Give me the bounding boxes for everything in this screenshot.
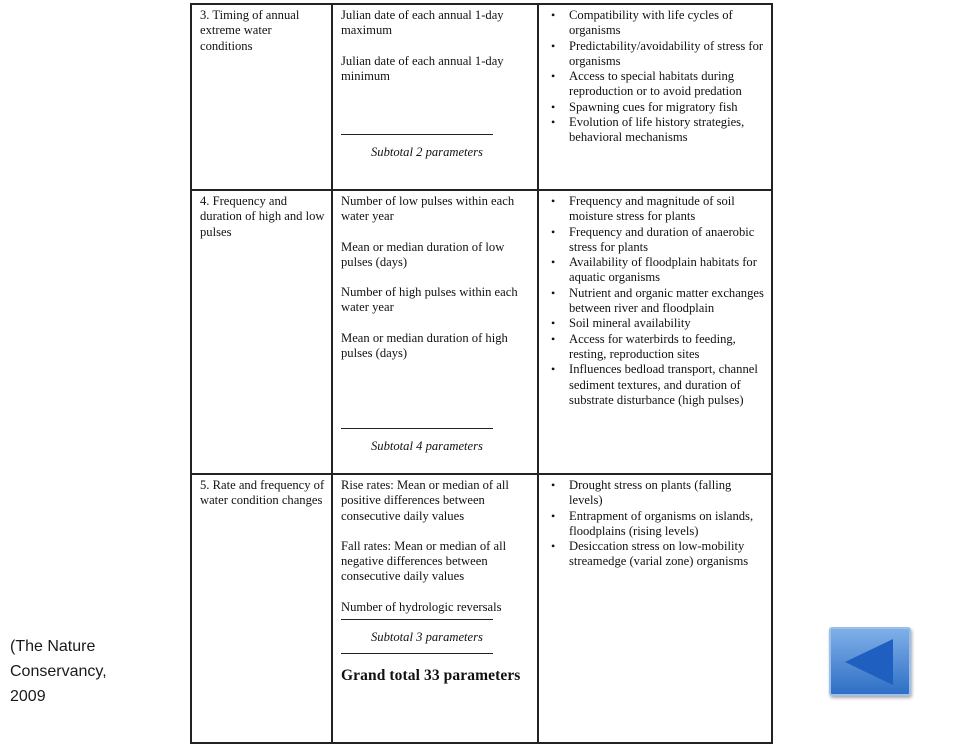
list-item: • Access for waterbirds to feeding, resting, reproduction sites (561, 332, 765, 363)
parameter-group-cell: 4. Frequency and duration of high and low pulses (191, 190, 332, 474)
list-item: • Spawning cues for migratory fish (561, 100, 765, 115)
list-item: • Soil mineral availability (561, 316, 765, 331)
subtotal-rule (341, 134, 493, 135)
influences-list (547, 8, 765, 146)
parameter-text: Mean or median duration of high pulses (days) (341, 330, 508, 361)
influences-list (547, 194, 765, 408)
list-item: • Nutrient and organic matter exchanges between river and floodplain (561, 286, 765, 317)
list-item: • Frequency and magnitude of soil moisture stress for plants (561, 194, 765, 225)
parameter-text: Fall rates: Mean or median of all negative differences between consecutive daily values (341, 538, 507, 584)
list-item: • Influences bedload transport, channel sediment textures, and duration of substrate disturbance (high pulses) (561, 362, 765, 408)
citation-text: (The Nature Conservancy, 2009 (10, 638, 107, 705)
parameter-group-cell: 3. Timing of annual extreme water conditions (191, 4, 332, 190)
parameter-group-cell: 5. Rate and frequency of water condition changes (191, 474, 332, 743)
list-item: • Access to special habitats during reproduction or to avoid predation (561, 69, 765, 100)
parameter-text: Mean or median duration of low pulses (days) (341, 239, 505, 269)
parameter-text: Number of low pulses within each water year (341, 194, 515, 224)
parameter-text: Julian date of each annual 1-day minimum (341, 53, 504, 83)
grand-total-text: Grand total 33 parameters (341, 667, 521, 685)
subtotal-text: Subtotal 3 parameters (371, 630, 483, 645)
subtotal-text: Subtotal 2 parameters (371, 145, 483, 160)
ecosystem-influences-cell (538, 4, 772, 190)
cell-spacer (341, 361, 531, 424)
triangle-left-icon (831, 629, 909, 694)
list-item: • Availability of floodplain habitats for aquatic organisms (561, 255, 765, 286)
list-item: • Desiccation stress on low-mobility streamedge (varial zone) organisms (561, 539, 765, 570)
back-button[interactable] (829, 627, 911, 696)
parameters-cell (332, 190, 538, 474)
list-item: • Drought stress on plants (falling levels) (561, 478, 765, 509)
parameter-text: Number of hydrologic reversals (341, 599, 502, 614)
parameter-text: Rise rates: Mean or median of all positive differences between consecutive daily values (341, 478, 509, 523)
influences-list (547, 478, 765, 570)
cell-spacer (341, 84, 531, 130)
table-row (191, 4, 772, 190)
parameter-text: Julian date of each annual 1-day maximum (341, 8, 504, 38)
list-item: • Frequency and duration of anaerobic stress for plants (561, 225, 765, 256)
table-row (191, 474, 772, 743)
subtotal-text: Subtotal 4 parameters (371, 439, 483, 454)
list-item: • Compatibility with life cycles of organisms (561, 8, 765, 39)
table-row (191, 190, 772, 474)
hydrologic-parameters-table (190, 3, 773, 744)
list-item: • Evolution of life history strategies, behavioral mechanisms (561, 115, 765, 146)
parameter-text: Number of high pulses within each water year (341, 285, 518, 315)
document-page (182, 0, 776, 720)
parameters-cell (332, 4, 538, 190)
list-item: • Entrapment of organisms on islands, floodplains (rising levels) (561, 509, 765, 540)
ecosystem-influences-cell (538, 474, 772, 743)
parameters-cell (332, 474, 538, 743)
subtotal-rule (341, 619, 493, 620)
list-item: • Predictability/avoidability of stress for organisms (561, 39, 765, 70)
ecosystem-influences-cell (538, 190, 772, 474)
subtotal-rule (341, 428, 493, 429)
grand-total-rule (341, 653, 493, 654)
